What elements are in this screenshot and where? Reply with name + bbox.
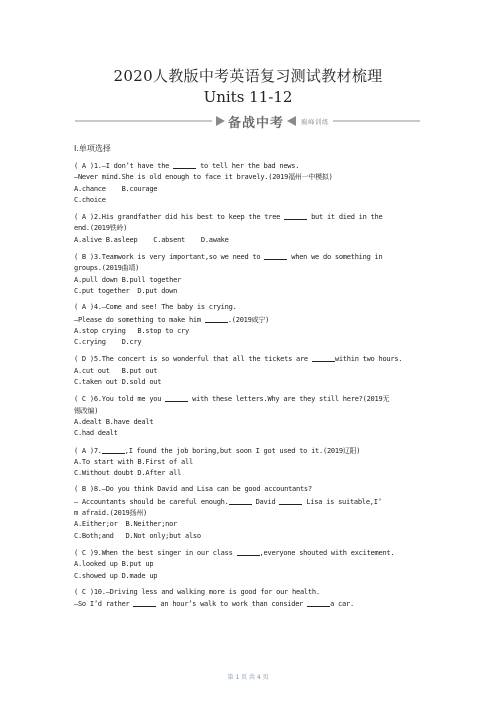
line-text: C.put together D.put down — [74, 286, 178, 295]
line-text: end.(2019铁岭) — [74, 224, 128, 233]
line-text: David — [251, 497, 280, 506]
question-list — [74, 160, 434, 610]
line-text: ( B )3.Teamwork is very important,so we need to — [74, 253, 265, 262]
answer-blank — [279, 496, 302, 505]
line-text: .(2019咸宁) — [227, 315, 270, 324]
text-line — [74, 275, 434, 286]
line-text: ,everyone shouted with excitement. — [259, 548, 395, 557]
line-text: Lisa is suitable,I’ — [302, 497, 382, 506]
line-text: A.pull down B.pull together — [74, 275, 182, 284]
line-text: a car. — [330, 600, 354, 609]
line-text: A.dealt B.have dealt — [74, 417, 154, 426]
text-line — [74, 531, 434, 542]
line-text: to tell her the bad news. — [196, 162, 300, 170]
text-line — [74, 337, 434, 348]
line-text: groups.(2019曲靖) — [74, 264, 140, 273]
line-text: ( A )7. — [74, 446, 102, 455]
line-text: ( A )1.—I don’t have the — [74, 162, 174, 170]
page-footer: 第 1 页 共 4 页 — [227, 674, 269, 681]
answer-blank — [133, 598, 156, 607]
question-line — [74, 547, 434, 559]
text-line — [74, 235, 434, 246]
text-line — [74, 406, 434, 417]
line-text: ( C )10.—Driving less and walking more is good for our health. — [74, 587, 320, 596]
text-line — [74, 195, 434, 206]
text-line — [74, 377, 434, 388]
answer-blank — [312, 353, 335, 362]
line-text: ( C )9.When the best singer in our class — [74, 548, 237, 557]
question-line — [74, 393, 434, 405]
line-text: C.choice — [74, 195, 106, 204]
answer-blank — [264, 251, 287, 260]
question-line — [74, 445, 434, 457]
line-text: A.To start with B.First of all — [74, 457, 193, 466]
line-text: ( C )6.You told me you — [74, 395, 166, 404]
text-line — [74, 223, 434, 234]
question-line — [74, 211, 434, 223]
answer-blank — [237, 547, 260, 556]
text-line — [74, 571, 434, 582]
question-line — [74, 302, 434, 313]
text-line — [74, 326, 434, 337]
answer-blank — [307, 598, 330, 607]
triangle-left-icon — [287, 116, 296, 126]
line-text: A.cut out B.put out — [74, 366, 158, 375]
text-line — [74, 184, 434, 195]
answer-blank — [284, 211, 307, 220]
text-line — [74, 519, 434, 530]
line-text: A.chance B.courage — [74, 184, 158, 193]
line-text: —So I’d rather — [74, 600, 134, 609]
text-line — [74, 366, 434, 377]
line-text: ( B )8.—Do you think David and Lisa can be good accountants? — [74, 485, 312, 494]
banner-main-text: 备战中考 — [228, 115, 285, 131]
text-line — [74, 172, 434, 183]
section-title: Ⅰ.单项选择 — [74, 144, 111, 153]
question-line — [74, 251, 434, 263]
line-text: within two hours. — [334, 355, 403, 364]
answer-blank — [102, 445, 125, 454]
line-text: ,I found the job boring,but soon I got used to it.(2019辽阳) — [124, 446, 361, 455]
text-line — [74, 468, 434, 479]
section-banner — [0, 113, 496, 129]
line-text: C.taken out D.sold out — [74, 378, 162, 387]
line-text: A.stop crying B.stop to cry — [74, 326, 189, 335]
line-text: —Never mind.She is old enough to face it bravely.(2019福州一中模拟) — [74, 173, 333, 182]
line-text: — Accountants should be careful enough. — [74, 497, 229, 506]
document-title: 2020人教版中考英语复习测试教材梳理 — [113, 67, 383, 85]
line-text: 锡改编) — [74, 406, 99, 415]
line-text: —Please do something to make him — [74, 315, 205, 324]
line-text: with these letters.Why are they still here?(2019无 — [188, 395, 390, 404]
line-text: ( A )2.His grandfather did his best to keep the tree — [74, 213, 285, 222]
text-line — [74, 496, 434, 508]
line-text: C.had dealt — [74, 429, 118, 438]
text-line — [74, 428, 434, 439]
answer-blank — [229, 496, 252, 505]
answer-blank — [173, 160, 196, 169]
triangle-right-icon — [216, 116, 225, 126]
line-text: C.crying D.cry — [74, 338, 142, 347]
text-line — [74, 457, 434, 468]
question-line — [74, 484, 434, 495]
answer-blank — [165, 393, 188, 402]
line-text: C.showed up D.made up — [74, 571, 158, 580]
text-line — [74, 508, 434, 519]
question-line — [74, 160, 434, 172]
line-text: ( D )5.The concert is so wonderful that all the tickets are — [74, 355, 312, 364]
line-text: an hour’s walk to work than consider — [156, 600, 308, 609]
document-subtitle: Units 11-12 — [203, 88, 293, 106]
answer-blank — [205, 314, 228, 323]
text-line — [74, 314, 434, 326]
text-line — [74, 598, 434, 610]
line-text: C.Without doubt D.After all — [74, 469, 182, 478]
line-text: m afraid.(2019扬州) — [74, 509, 147, 518]
line-text: but it died in the — [307, 213, 383, 222]
line-text: when we do something in — [287, 253, 383, 262]
line-text: C.Both;and D.Not only;but also — [74, 531, 201, 540]
text-line — [74, 286, 434, 297]
line-text: A.looked up B.put up — [74, 560, 154, 569]
line-text: A.alive B.asleep C.absent D.awake — [74, 235, 229, 244]
text-line — [74, 417, 434, 428]
text-line — [74, 263, 434, 274]
question-line — [74, 587, 434, 598]
line-text: ( A )4.—Come and see! The baby is crying. — [74, 303, 237, 312]
question-line — [74, 353, 434, 365]
line-text: A.Either;or B.Neither;nor — [74, 520, 178, 529]
banner-label — [212, 113, 333, 129]
banner-sub-text: 巅峰训练 — [301, 117, 330, 126]
text-line — [74, 559, 434, 570]
